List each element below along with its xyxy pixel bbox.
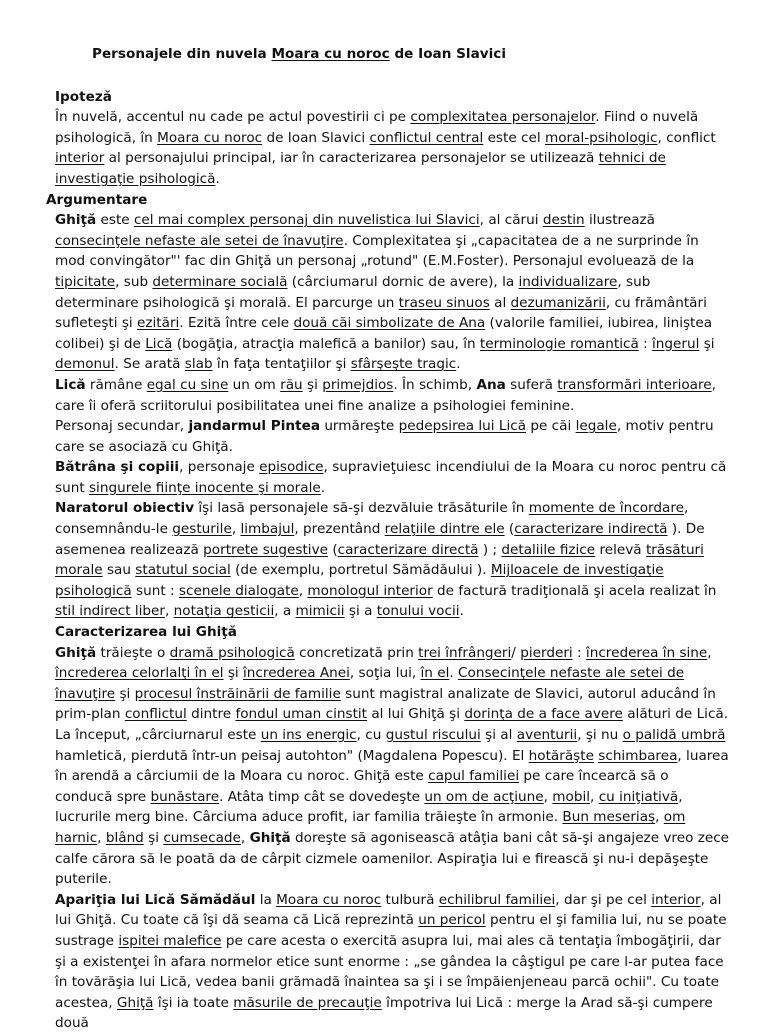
underlined-phrase: blând — [105, 829, 144, 846]
underlined-phrase: procesul înstrăinării de familie — [134, 685, 341, 702]
text-run: urmăreşte — [320, 418, 399, 435]
text-run: , dar şi pe cel — [555, 891, 652, 908]
text-run: ). De asemenea realizează — [55, 521, 705, 558]
text-run: al personajului principal, iar în caracterizarea personajelor se utilizează — [104, 150, 599, 167]
underlined-phrase: statutul social — [135, 562, 231, 579]
text-run: . Fiind o nuvelă psihologică, în — [55, 109, 699, 146]
text-run: , sub — [115, 273, 153, 290]
text-run: este cel — [483, 129, 545, 146]
bold-phrase: Bătrâna şi copiii — [55, 459, 180, 476]
underlined-phrase: scenele dialogate — [178, 582, 299, 599]
underlined-phrase: monologul interior — [307, 582, 433, 599]
underlined-phrase: tipicitate — [55, 273, 116, 290]
para-narator — [46, 498, 730, 622]
text-run: . Ezită între cele — [179, 315, 294, 332]
text-run: doreşte să agonisească atâţia bani cât să-şi angajeze vreo zece calfe cărora să le poată da de cârpit cizmele oamenilor. Aspiraţia lui e firească şi nu-i depăşeşte puterile. — [55, 829, 730, 888]
underlined-phrase: cu iniţiativă — [598, 788, 679, 805]
text-run: , — [707, 644, 712, 661]
underlined-phrase: egal cu sine — [146, 376, 229, 393]
text-run: Ipoteză — [55, 88, 112, 105]
text-run: sunt : — [131, 582, 179, 599]
underlined-phrase: încrederea celorlalţi în el — [55, 665, 224, 682]
text-run: (de exemplu, portretul Sămădăului ). — [230, 562, 491, 579]
text-run: sunt magistral analizate de Slavici, autorul aducând în prim-plan — [55, 685, 716, 723]
underlined-phrase: traseu sinuos — [398, 294, 490, 311]
text-run: ilustrează — [584, 212, 656, 229]
underlined-phrase: gesturile — [172, 521, 232, 538]
underlined-phrase: Bun meseriaş — [562, 809, 656, 826]
underlined-phrase: determinare socială — [152, 273, 288, 290]
text-run: în faţa tentaţiilor şi — [212, 356, 351, 373]
text-run: la — [255, 891, 277, 908]
text-run: ( — [504, 521, 515, 538]
text-run: Personaj secundar, — [55, 418, 189, 435]
para-lica-ana — [46, 375, 730, 416]
text-run: . Atâta timp cât se dovedeşte — [219, 788, 425, 805]
text-run: , — [231, 521, 241, 538]
underlined-phrase: ezitări — [137, 315, 180, 332]
text-run: îşi ia toate — [153, 994, 234, 1011]
underlined-phrase: limbajul — [240, 521, 295, 538]
underlined-phrase: rău — [280, 376, 303, 393]
text-run: . Se arată — [114, 356, 185, 373]
text-run: , consemnându-le — [55, 500, 689, 538]
para-ghita — [46, 210, 730, 375]
text-run: : — [572, 644, 586, 661]
underlined-phrase: interior — [55, 150, 105, 167]
underlined-phrase: schimbarea — [598, 747, 678, 764]
underlined-phrase: bunăstare — [150, 788, 220, 805]
underlined-phrase: măsurile de precauţie — [233, 994, 382, 1011]
text-run: La început, „cârciurnarul este — [55, 727, 261, 743]
text-run: . — [456, 356, 461, 373]
underlined-phrase: Consecinţele nefaste ale setei de înavuţire — [55, 665, 685, 702]
underlined-phrase: notaţia gesticii — [173, 603, 275, 620]
underlined-phrase: tonului vocii — [376, 603, 460, 620]
underlined-phrase: un pericol — [418, 912, 486, 929]
text-run: , luarea în arendă a cârciumii de la Moara cu noroc. Ghiţă este — [55, 747, 729, 785]
text-run: În nuvelă, accentul nu cade pe actul povestirii ci pe — [55, 109, 411, 126]
underlined-phrase: dezumanizării — [510, 294, 606, 311]
text-run: , — [543, 788, 553, 805]
text-run: şi al — [480, 727, 517, 743]
underlined-phrase: conflictul central — [369, 129, 484, 146]
underlined-phrase: legale — [575, 418, 617, 435]
para-pintea — [46, 416, 730, 457]
text-run: şi a — [344, 603, 377, 620]
text-run: , cu frământări sufleteşti şi — [55, 294, 707, 332]
text-run: al — [489, 294, 511, 311]
heading-caracterizarea — [46, 622, 730, 643]
text-run: hamletică, pierdută într-un peisaj autohton" (Magdalena Popescu). El — [55, 747, 529, 764]
underlined-phrase: relaţiile dintre ele — [384, 521, 505, 538]
underlined-phrase: portrete sugestive — [203, 541, 328, 558]
underlined-phrase: primejdios — [322, 376, 394, 393]
text-run: , — [298, 582, 308, 599]
text-run: ) ; — [478, 541, 502, 558]
heading-ipoteza — [46, 87, 730, 108]
underlined-phrase: mimicii — [295, 603, 345, 620]
underlined-phrase: complexitatea personajelor — [410, 109, 596, 126]
text-run: îşi lasă personajele să-şi dezvăluie trăsăturile în — [194, 500, 529, 517]
text-run: pentru el şi familia lui, nu se poate sustrage — [55, 912, 727, 949]
underlined-phrase: două căi simbolizate de Ana — [293, 315, 486, 332]
bold-phrase: Ghiţă — [55, 212, 97, 229]
underlined-phrase: capul familiei — [428, 768, 520, 785]
text-run: al lui Ghiţă şi — [367, 706, 465, 723]
text-run: Caracterizarea lui Ghiţă — [55, 624, 237, 641]
underlined-phrase: dorinţa de a face avere — [464, 706, 623, 723]
underlined-phrase: aventurii — [516, 727, 578, 743]
underlined-phrase: om harnic — [55, 809, 686, 846]
text-run: . În schimb, — [393, 376, 477, 393]
text-run: şi — [143, 829, 164, 846]
underlined-phrase: încrederea Anei — [243, 665, 350, 682]
underlined-phrase: trei înfrângeri — [418, 644, 512, 661]
text-run: , sub determinare psihologică şi morală. El parcurge un — [55, 273, 651, 311]
underlined-phrase: transformări interioare — [557, 376, 712, 393]
underlined-phrase: trăsături morale — [55, 541, 704, 579]
text-run: , cu — [356, 727, 386, 743]
para-aparitia — [46, 890, 730, 1034]
text-run: , soţia lui, — [349, 665, 421, 682]
text-run: şi — [223, 665, 244, 682]
para-ipoteza — [46, 107, 730, 189]
heading-argumentare — [46, 190, 730, 211]
bold-phrase: Naratorul obiectiv — [55, 500, 195, 517]
underlined-phrase: tehnici de investigaţie psihologică — [55, 150, 666, 187]
underlined-phrase: pierderi — [520, 644, 573, 661]
text-run: concretizată prin — [294, 644, 419, 661]
text-run: , supravieţuiesc incendiului de la Moara cu noroc pentru că sunt — [55, 459, 727, 496]
text-run: , al lui Ghiţă. Cu toate că îşi dă seama că Lică reprezintă — [55, 891, 722, 929]
underlined-phrase: singurele fiinţe inocente şi morale — [88, 479, 321, 496]
para-inceput — [46, 725, 730, 890]
underlined-phrase: Lică — [145, 335, 173, 352]
text-run: , şi nu — [577, 727, 623, 743]
underlined-phrase: fondul uman cinstit — [235, 706, 368, 723]
bold-phrase: jandarmul Pintea — [188, 418, 320, 435]
underlined-phrase: interior — [651, 891, 701, 908]
underlined-phrase: îngerul — [652, 335, 700, 352]
underlined-phrase: cumsecade — [163, 829, 241, 846]
text-run: rămâne — [85, 376, 147, 393]
text-run: alături de Lică. — [622, 706, 729, 723]
text-run: (bogăţia, atracţia malefică a banilor) sau, în — [172, 335, 480, 352]
text-run: pe căi — [526, 418, 576, 435]
underlined-phrase: încrederea în sine — [585, 644, 708, 661]
para-batrana — [46, 457, 730, 498]
text-run: , conflict — [657, 129, 716, 146]
text-run: , care îi oferă scriitorului posibilitatea unei fine analize a psihologiei feminine. — [55, 376, 716, 414]
text-run: , al cărui — [479, 212, 543, 229]
bold-phrase: Ghiţă — [55, 644, 97, 661]
underlined-phrase: consecinţele nefaste ale setei de înavuţire — [55, 232, 344, 249]
underlined-phrase: un ins energic — [260, 727, 357, 743]
text-run: trăieşte o — [96, 644, 170, 661]
underlined-phrase: conflictul — [124, 706, 187, 723]
underlined-phrase: demonul — [55, 356, 115, 373]
underlined-phrase: detaliile fizice — [501, 541, 596, 558]
title-author: Ioan Slavici — [418, 46, 506, 62]
underlined-phrase: sfârşeşte tragic — [350, 356, 457, 373]
text-run: (valorile familiei, iubirea, liniştea colibei) şi de — [55, 315, 713, 352]
text-run: , — [655, 809, 664, 826]
text-run: , — [240, 829, 250, 846]
underlined-phrase: echilibrul familiei — [438, 891, 556, 908]
text-run: suferă — [505, 376, 558, 393]
text-run: , motiv pentru care se asociază cu Ghiţă. — [55, 418, 714, 455]
document-body — [46, 87, 730, 1034]
text-run: şi — [302, 376, 323, 393]
text-run: Argumentare — [46, 191, 148, 208]
underlined-phrase: Moara cu noroc — [157, 129, 263, 146]
text-run: , a — [274, 603, 296, 620]
bold-phrase: Apariţia lui Lică Sămădăul — [55, 891, 256, 908]
underlined-phrase: dramă psihologică — [169, 644, 295, 661]
underlined-phrase: mobil — [552, 788, 591, 805]
text-run: . — [320, 479, 326, 496]
text-run: , personaje — [179, 459, 260, 476]
underlined-phrase: individualizare — [518, 273, 618, 290]
underlined-phrase: o palidă umbră — [622, 727, 726, 743]
underlined-phrase: gustul riscului — [385, 727, 481, 743]
underlined-phrase: pedepsirea lui Lică — [398, 418, 527, 435]
text-run: , prezentând — [294, 521, 385, 538]
underlined-phrase: caracterizare directă — [337, 541, 479, 558]
text-run: de Ioan Slavici — [262, 129, 370, 146]
title-middle: de — [389, 46, 419, 62]
underlined-phrase: Ghiţă — [116, 994, 154, 1011]
text-run: . — [449, 665, 459, 682]
title-prefix: Personajele din nuvela — [92, 46, 272, 62]
text-run: şi — [699, 335, 715, 352]
text-run: pe care acesta o exercită asupra lui, mai ales că tentaţia îmbogăţirii, dar şi a existenţei în afara normelor etice sunt enorme : „se gândea la câştigul pe care l-ar putea face în tovărăşia lui Lică, vedea banii grămadă înaintea sa şi i se împăienjeneau parcă ochii". Cu toate acestea, — [55, 932, 724, 1011]
para-drama — [46, 643, 730, 725]
text-run: dintre — [186, 706, 236, 723]
underlined-phrase: terminologie romantică — [479, 335, 639, 352]
underlined-phrase: caracterizare indirectă — [514, 521, 668, 538]
text-run: , — [590, 788, 599, 805]
underlined-phrase: ispitei malefice — [118, 932, 222, 949]
text-run: . — [215, 170, 220, 187]
underlined-phrase: un om de acţiune — [424, 788, 544, 805]
underlined-phrase: moral-psihologic — [544, 129, 658, 146]
underlined-phrase: momente de încordare — [528, 500, 684, 517]
bold-phrase: Ghiţă — [249, 829, 291, 846]
text-run: / — [511, 644, 521, 661]
text-run: , — [97, 829, 106, 846]
text-run: este — [96, 212, 134, 229]
text-run: un om — [228, 376, 281, 393]
text-run: , lucrurile merg bine. Cârciuma aduce profit, iar familia trăieşte în armonie. — [55, 788, 683, 826]
text-run: de factură tradiţională şi acela realizat în — [432, 582, 717, 599]
text-run: tulbură — [381, 891, 439, 908]
text-run: împotriva lui Lică : merge la Arad să-şi cumpere două — [55, 994, 713, 1032]
underlined-phrase: în el — [420, 665, 450, 682]
underlined-phrase: slab — [184, 356, 213, 373]
underlined-phrase: cel mai complex personaj din nuvelistica lui Slavici — [133, 212, 480, 229]
text-run: . Complexitatea şi „capacitatea de a ne surprinde în mod convingător"' fac din Ghiţă un personaj „rotund" (E.M.Foster). Personajul evoluează de la — [55, 232, 699, 270]
underlined-phrase: Mijloacele de investigaţie psihologică — [55, 562, 664, 599]
text-run: ( — [328, 541, 338, 558]
document-title — [92, 44, 730, 65]
underlined-phrase: hotărăşte — [528, 747, 594, 764]
underlined-phrase: episodice — [259, 459, 324, 476]
text-run: (cârciumarul dornic de avere), la — [287, 273, 519, 290]
text-run: , — [165, 603, 174, 620]
text-run: : — [638, 335, 653, 352]
underlined-phrase: stil indirect liber — [55, 603, 165, 620]
underlined-phrase: Moara cu noroc — [276, 891, 382, 908]
underlined-phrase: destin — [542, 212, 585, 229]
bold-phrase: Ana — [476, 376, 506, 393]
text-run: relevă — [595, 541, 646, 558]
text-run: . — [459, 603, 464, 620]
bold-phrase: Lică — [55, 376, 86, 393]
title-work: Moara cu noroc — [271, 46, 390, 62]
text-run: pe care încearcă să o conducă spre — [55, 768, 669, 805]
text-run: sau — [102, 562, 136, 579]
text-run: şi — [115, 685, 135, 702]
